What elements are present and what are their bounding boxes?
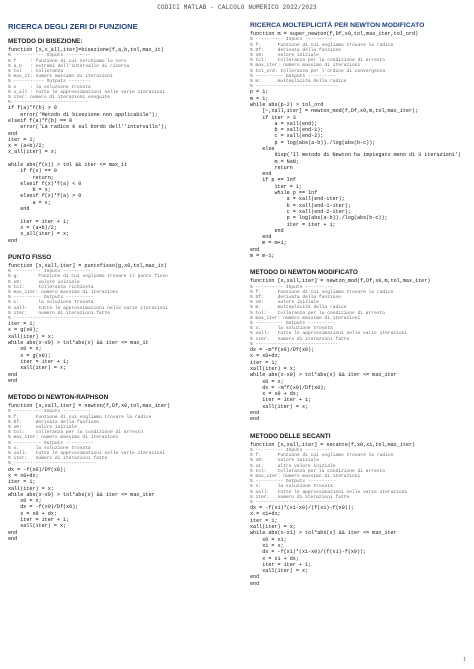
secanti-title: METODO DELLE SECANTI [250, 432, 331, 440]
secanti-code: dx = -f(x1)*(x1-x0)/(f(x1)-f(x0)); x = x1+dx; iter = 1; xall(iter) = x; while abs(x-x1) > tol*abs(x) && iter <= max_iter x0 = x1; x1 = x; dx = -f(x1)*(x1-x0)/(f(x1)-f(x0)); x = x1 + dx; iter = iter + 1; xall(iter) = x; end end [250, 505, 397, 587]
punto-fisso-signature: function [x,xall,iter] = puntofisso(g,x0,tol,max_it) [8, 262, 167, 269]
super-newton-signature: function m = super_newton(f,Df,x0,tol,max_iter,tol_ord) [250, 31, 419, 37]
newton-mod-block [250, 269, 470, 422]
newton-raphson-comments: % ---------- Inputs ---------- % f: Funzione di cui vogliamo trovare la radice % Df: derivata della funzione % x0: valore iniziale % tol: tolleranza per la condizione di arresto % max_iter: numero massimo di iterazioni % ---------- Outputs ---------- % x: la soluzione trovata % xall: tutte le approssimazioni nelle varie iterazioni % iter: numero di iterazioni fatte % ------------------------------ [8, 409, 166, 467]
left-column [8, 22, 228, 552]
super-newton-block [250, 22, 470, 259]
section-title: RICERCA DEGLI ZERI DI FUNZIONE [8, 22, 138, 31]
newton-mod-code: dx = -m*f(x0)/Df(x0); x = x0+dx; iter = 1; xall(iter) = x; while abs(x-x0) > tol*abs(x) && iter <= max_iter x0 = x; dx = -m*f(x0)/Df(x0); x = x0 + dx; iter = iter + 1; xall(iter) = x; end end [250, 347, 397, 423]
punto-fisso-block [8, 254, 228, 384]
super-newton-code: p = 1; m = 1; while abs(p-2) > tol_ord [~,xall,iter] = newton_mod(f,Df,x0,m,tol,max_iter); if iter > 3 a = xall(end); b = xall(end-1); c = xall(end-2); p = log(abs(a-b))./log(abs(b-c)); else disp('Il metodo di Newton ha impiegato meno di 3 iterazioni') m = NaN; return end if p == Inf iter = 1; while p == Inf a = xall(end-iter); b = xall(end-1-iter); c = xall(end-2-iter); p = log(abs(a-b))./log(abs(b-c)); iter = iter + 1; end end m = m+1; end m = m-1; [250, 89, 461, 260]
super-newton-comments: % ---------- Inputs ---------- % f: Funzione di cui vogliamo trovare la radice % Df: derivata della funzione % x0: valore iniziale % tol: tolleranza per la condizione di arresto % max_iter: numero massimo di iterazioni % tol_ord: tolleranza per l'ordine di convergenza % ---------- Outputs ---------- % m: molteplicità della radice % ------------------------------ [250, 37, 394, 90]
newton-mod-signature: function [x,xall,iter] = newton_mod(f,Df,x0,m,tol,max_iter) [250, 278, 431, 285]
secanti-signature: function [x,xall,iter] = secante(f,x0,x1,tol,max_iter) [250, 441, 416, 448]
newton-raphson-block [8, 394, 228, 542]
secanti-comments: % ---------- Inputs ---------- % f: Funzione di cui vogliamo trovare la radice % x0: valore iniziale % x1: altro valore iniziale % tol: tolleranza per la condizione di arresto % max_iter: numero massimo di iterazioni % ---------- Outputs ---------- % x: la soluzione trovata % xall: tutte le approssimazioni nelle varie iterazioni % iter: numero di iterazioni fatte % ------------------------------ [250, 447, 408, 505]
punto-fisso-comments: % ---------- Inputs ---------- % g: Funzione di cui vogliamo trovare il punto fisso % x0: valore iniziale % tol: tolleranza richiesta % max_iter: numero massimo di iterazioni % ---------- Outputs ---------- % x: la soluzione trovata % xall: tutte le approssimazioni nelle varie iterazioni % iter: numero di iterazioni fatte % ------------------------------ [8, 269, 168, 321]
newton-mod-title: METODO DI NEWTON MODIFICATO [250, 269, 358, 277]
newton-mod-comments: % ---------- Inputs ---------- % f: Funzione di cui vogliamo trovare la radice % Df: derivata della funzione % x0: valore iniziale % m: molteplicità della radice % tol: tolleranza per la condizione di arresto % max_iter: numero massimo di iterazioni % ---------- Outputs ---------- % x: la soluzione trovata % xall: tutte le approssimazioni nelle varie iterazioni % iter: numero di iterazioni fatte % ------------------------------ [250, 284, 408, 347]
super-newton-title: RICERCA MOLTEPLICITÀ PER NEWTON MODIFICATO [250, 22, 425, 29]
punto-fisso-code: iter = 1; x = g(x0); xall(iter) = x; while abs(x-x0) > tol*abs(x) && iter <= max_it x0 = x; x = g(x0); iter = iter + 1; xall(iter) = x; end end [8, 321, 149, 384]
page-header: CODICI MATLAB - CALCOLO NUMERICO 2022/2023 [157, 4, 317, 11]
right-column [250, 22, 470, 597]
punto-fisso-title: PUNTO FISSO [8, 253, 52, 261]
bisezione-block [8, 38, 228, 244]
secanti-block [250, 433, 470, 587]
newton-raphson-code: dx = -f(x0)/Df(x0); x = x0+dx; iter = 1; xall(iter) = x; while abs(x-x0) > tol*abs(x) && iter <= max_iter x0 = x; dx = -f(x0)/Df(x0); x = x0 + dx; iter = iter + 1; xall(iter) = x; end end [8, 466, 155, 542]
bisezione-title: METODO DI BISEZIONE: [8, 38, 83, 45]
bisezione-signature: function [x,x_all,iter]=bisezione(f,a,b,tol,max_it) [8, 47, 164, 53]
newton-raphson-signature: function [x,xall,iter] = newton(f,Df,x0,tol,max_iter) [8, 403, 171, 410]
bisezione-code: if f(a)*f(b) > 0 error('Metodo di bisezione non applicabile'); elseif f(a)*f(b) == 0 error('La radice è sul bordo dell''intervallo'); end iter = 1; x = (a+b)/2; x_all(iter) = x; while abs(f(x)) > tol && iter <= max_it if f(x) == 0 return; elseif f(x)*f(a) < 0 b = x; elseif f(x)*f(a) > 0 a = x; end iter = iter + 1; x = (a+b)/2; x_all(iter) = x; end [8, 105, 167, 244]
bisezione-comments: % ----------- Inputs --------- % f : funzione di cui cerchiamo lo zero % a,b : estremi dell'intervallo di ricerca % tol : tolleranza % max_it: numero massimo di iterazioni % ----------- Outputs -------- % x : la soluzione trovata % x_all : tutte le approssimazioni nelle varie iterazioni % iter: numero di iterazioni eseguite %---------------------------- [8, 53, 166, 106]
page-number: 1 [463, 657, 466, 663]
newton-raphson-title: METODO DI NEWTON-RAPHSON [8, 394, 109, 402]
